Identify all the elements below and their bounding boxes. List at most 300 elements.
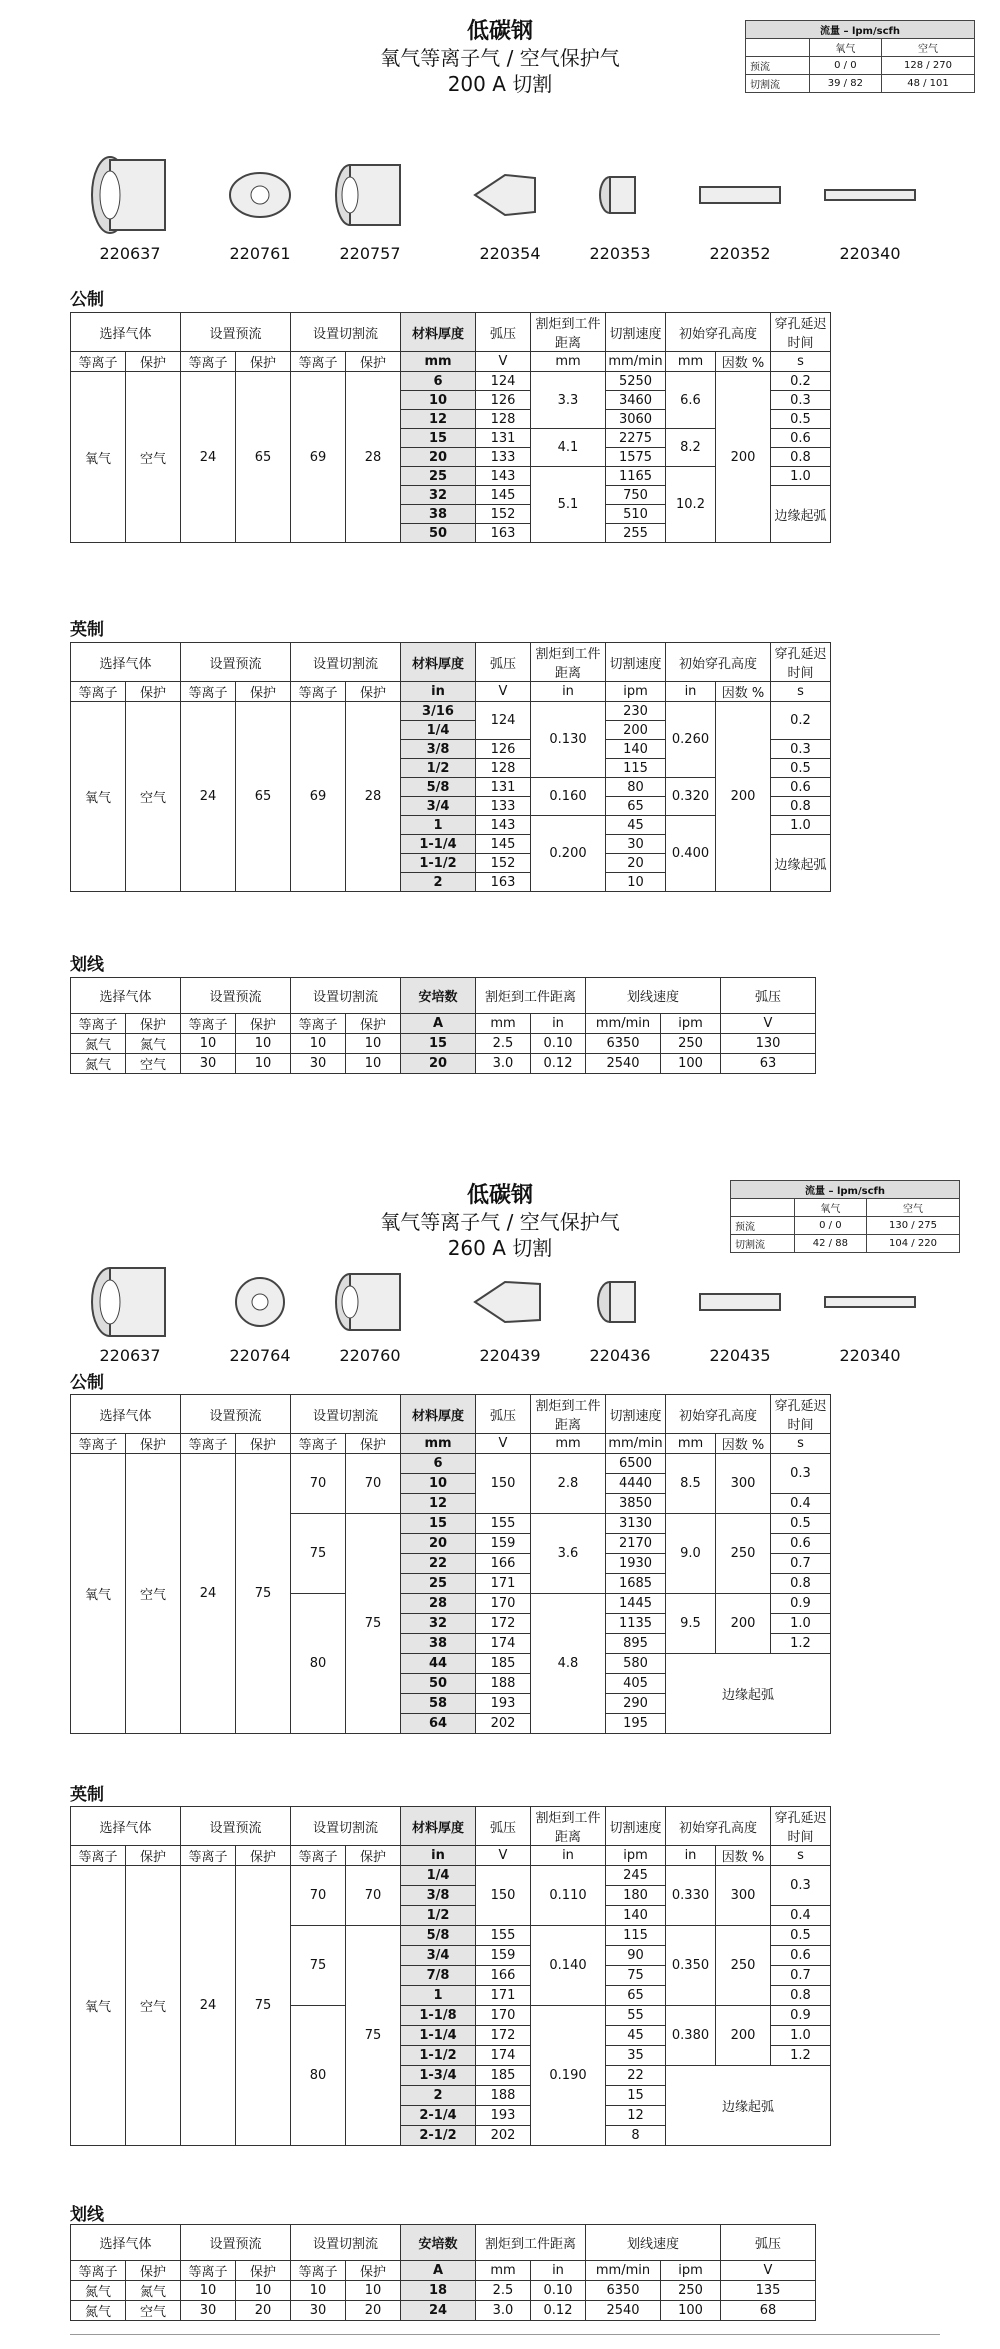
table-cell: 28 [401,1594,476,1614]
table-cell: 10 [346,1054,401,1074]
header-plasma: 等离子 [181,1434,236,1454]
table-cell: 128 [476,410,531,429]
table-cell: 0.330 [666,1866,716,1926]
flow-col: 空气 [866,1199,959,1217]
table-cell: 3/16 [401,702,476,721]
table-cell: 0.3 [771,1866,831,1906]
shield-cap-icon [80,150,180,240]
table-cell: 30 [181,2301,236,2321]
table-row [71,702,831,721]
header-voltage: 弧压 [476,643,531,682]
table-cell: 124 [476,702,531,740]
table-cell: 32 [401,1614,476,1634]
header-cutflow: 设置切割流 [291,313,401,352]
table-cell: 边缘起弧 [666,2066,831,2146]
table-cell: 2.5 [476,1034,531,1054]
table-cell: 3/4 [401,1946,476,1966]
table-cell: 45 [606,2026,666,2046]
table-cell: 1/4 [401,1866,476,1886]
table-cell: 3.3 [531,372,606,429]
table-cell: 24 [401,2301,476,2321]
header-plasma: 等离子 [291,1014,346,1034]
table-cell: 10 [236,1054,291,1074]
table-cell: 2170 [606,1534,666,1554]
table-cell: 24 [181,1454,236,1734]
table-cell: 131 [476,429,531,448]
header-cutflow: 设置切割流 [291,643,401,682]
header-unit: 因数 % [716,1846,771,1866]
table-cell: 1.0 [771,816,831,835]
imperial-table-260a [0,1806,1000,2196]
table-cell: 10 [236,1034,291,1054]
table-cell: 1/2 [401,759,476,778]
table-cell: 1165 [606,467,666,486]
header-thickness: 材料厚度 [401,643,476,682]
table-cell: 24 [181,702,236,892]
table-cell: 65 [236,372,291,543]
table-cell: 143 [476,467,531,486]
header-pierce-delay: 穿孔延迟时间 [771,313,831,352]
header-unit: mm/min [606,352,666,372]
table-cell: 2 [401,873,476,892]
table-cell: 170 [476,1594,531,1614]
table-cell: 边缘起弧 [771,835,831,892]
swirl-ring-icon [570,150,670,240]
header-voltage: 弧压 [476,313,531,352]
metric-table-200a [0,312,1000,602]
part-number: 220354 [479,244,541,263]
table-cell: 10 [401,391,476,410]
page-subtitle-current: 260 A 切割 [447,1236,553,1260]
flow-value: 128 / 270 [881,57,974,75]
table-header-row [71,643,831,682]
header-shield: 保护 [236,1434,291,1454]
page-title: 低碳钢 [466,19,533,44]
table-cell: 3.0 [476,2301,531,2321]
table-cell: 30 [606,835,666,854]
header-distance: 割炬到工件距离 [476,978,586,1014]
swirl-ring-icon [570,1262,670,1342]
header-unit: mm [531,352,606,372]
table-cell: 100 [661,2301,721,2321]
table-cell: 10.2 [666,467,716,543]
table-cell: 空气 [126,702,181,892]
header-unit: 因数 % [716,352,771,372]
table-cell: 140 [606,740,666,759]
table-cell: 9.5 [666,1594,716,1654]
part-shield-cap [80,1262,180,1365]
part-number: 220761 [229,244,291,263]
table-cell: 9.0 [666,1514,716,1594]
header-unit: in [531,682,606,702]
table-units-row [71,1014,816,1034]
header-unit: mm [476,1014,531,1034]
table-cell: 202 [476,2126,531,2146]
table-row [71,372,831,391]
table-cell: 氧气 [71,702,126,892]
table-header-row [71,978,816,1014]
nozzle-icon [460,150,560,240]
table-cell: 32 [401,486,476,505]
header-unit: in [666,682,716,702]
table-cell: 氧气 [71,1454,126,1734]
header-unit: mm [401,352,476,372]
page-subtitle-current: 200 A 切割 [447,72,553,96]
table-cell: 75 [346,1926,401,2146]
table-cell: 0.400 [666,816,716,892]
flow-row-label: 切割流 [746,75,810,93]
table-cell: 30 [291,1054,346,1074]
table-cell: 250 [716,1926,771,2006]
table-cell: 空气 [126,372,181,543]
header-unit: A [401,2261,476,2281]
metric-table-260a [0,1394,1000,1784]
table-cell: 145 [476,486,531,505]
table-cell: 7/8 [401,1966,476,1986]
table-cell: 10 [181,1034,236,1054]
table-cell: 10 [606,873,666,892]
header-pierce-height: 初始穿孔高度 [666,1395,771,1434]
table-row [71,1866,831,1886]
table-cell: 15 [401,1034,476,1054]
retaining-cap-icon [320,150,420,240]
metric-section-heading: 公制 [70,290,104,310]
table-cell: 300 [716,1454,771,1514]
table-cell: 64 [401,1714,476,1734]
table-cell: 75 [291,1514,346,1594]
table-cell: 4.1 [531,429,606,467]
table-cell: 1.2 [771,1634,831,1654]
flow-row-label: 预流 [746,57,810,75]
header-plasma: 等离子 [181,352,236,372]
header-distance: 割炬到工件距离 [531,1807,606,1846]
flow-value: 39 / 82 [809,75,881,93]
table-cell: 6 [401,1454,476,1474]
table-cell: 140 [606,1906,666,1926]
header-unit: in [401,1846,476,1866]
table-cell: 171 [476,1574,531,1594]
header-preflow: 设置预流 [181,1395,291,1434]
table-cell: 15 [606,2086,666,2106]
part-number: 220764 [229,1346,291,1365]
table-cell: 10 [401,1474,476,1494]
table-cell: 2.8 [531,1454,606,1514]
header-shield: 保护 [346,682,401,702]
table-cell: 1-3/4 [401,2066,476,2086]
header-unit: s [771,682,831,702]
table-cell: 174 [476,2046,531,2066]
table-cell: 200 [716,1594,771,1654]
header-unit: 因数 % [716,1434,771,1454]
table-cell: 0.5 [771,759,831,778]
table-cell: 30 [291,2301,346,2321]
flow-rate-table [730,1180,960,1253]
table-cell: 30 [181,1054,236,1074]
table-cell: 195 [606,1714,666,1734]
table-cell: 15 [401,429,476,448]
table-cell: 152 [476,505,531,524]
table-cell: 185 [476,2066,531,2086]
header-unit: mm [531,1434,606,1454]
table-cell: 0.5 [771,410,831,429]
marking-section-heading: 划线 [70,955,104,975]
header-gas: 选择气体 [71,2225,181,2261]
header-plasma: 等离子 [71,1014,126,1034]
table-cell: 250 [661,2281,721,2301]
table-cell: 0.3 [771,740,831,759]
table-cell: 12 [401,1494,476,1514]
table-cell: 10 [236,2281,291,2301]
table-cell: 1.2 [771,2046,831,2066]
table-cell: 90 [606,1946,666,1966]
table-cell: 172 [476,2026,531,2046]
table-cell: 38 [401,1634,476,1654]
header-thickness: 材料厚度 [401,1395,476,1434]
table-cell: 0.2 [771,702,831,740]
table-cell: 1.0 [771,1614,831,1634]
table-row [71,2301,816,2321]
table-cell: 0.130 [531,702,606,778]
header-pierce-delay: 穿孔延迟时间 [771,643,831,682]
header-plasma: 等离子 [181,1846,236,1866]
table-units-row [71,1434,831,1454]
table-cell: 130 [721,1034,816,1054]
header-preflow: 设置预流 [181,978,291,1014]
header-voltage: 弧压 [721,978,816,1014]
table-cell: 70 [291,1866,346,1926]
header-shield: 保护 [346,1434,401,1454]
header-distance: 割炬到工件距离 [531,313,606,352]
table-cell: 135 [721,2281,816,2301]
table-cell: 5250 [606,372,666,391]
table-cell: 1.0 [771,2026,831,2046]
header-unit: mm [666,352,716,372]
table-cell: 5.1 [531,467,606,543]
part-number: 220757 [339,244,401,263]
table-cell: 0.9 [771,1594,831,1614]
table-cell: 145 [476,835,531,854]
table-cell: 166 [476,1554,531,1574]
table-cell: 75 [291,1926,346,2006]
header-plasma: 等离子 [71,352,126,372]
table-row [71,1054,816,1074]
header-unit: V [476,1846,531,1866]
table-cell: 202 [476,1714,531,1734]
table-cell: 0.8 [771,1574,831,1594]
table-cell: 1/4 [401,721,476,740]
header-plasma: 等离子 [71,1846,126,1866]
flow-value: 104 / 220 [866,1235,959,1253]
header-voltage: 弧压 [476,1807,531,1846]
table-cell: 0.4 [771,1494,831,1514]
table-cell: 0.4 [771,1906,831,1926]
table-cell: 0.200 [531,816,606,892]
table-cell: 28 [346,372,401,543]
header-pierce-height: 初始穿孔高度 [666,1807,771,1846]
table-cell: 6350 [586,1034,661,1054]
table-cell: 131 [476,778,531,797]
flow-col: 氧气 [809,39,881,57]
table-cell: 115 [606,1926,666,1946]
table-cell: 6 [401,372,476,391]
water-tube-icon [820,1262,920,1342]
table-cell: 25 [401,1574,476,1594]
table-units-row [71,1846,831,1866]
table-cell: 18 [401,2281,476,2301]
header-shield: 保护 [126,352,181,372]
table-cell: 10 [346,2281,401,2301]
header-shield: 保护 [126,2261,181,2281]
header-preflow: 设置预流 [181,643,291,682]
header-speed: 切割速度 [606,643,666,682]
header-unit: mm/min [586,1014,661,1034]
table-header-row [71,2225,816,2261]
header-unit: ipm [606,1846,666,1866]
table-cell: 氮气 [126,2281,181,2301]
data-table [70,977,816,1074]
header-gas: 选择气体 [71,643,181,682]
data-table [70,1806,831,2146]
table-cell: 0.10 [531,2281,586,2301]
table-cell: 1575 [606,448,666,467]
table-cell: 38 [401,505,476,524]
table-cell: 159 [476,1534,531,1554]
table-cell: 6350 [586,2281,661,2301]
header-mark-speed: 划线速度 [586,978,721,1014]
header-unit: A [401,1014,476,1034]
table-header-row [71,313,831,352]
header-preflow: 设置预流 [181,313,291,352]
part-water-tube [820,1262,920,1365]
marking-table-260a [0,2224,1000,2324]
table-units-row [71,2261,816,2281]
table-cell: 1685 [606,1574,666,1594]
table-cell: 2-1/2 [401,2126,476,2146]
header-plasma: 等离子 [291,682,346,702]
metric-section-heading: 公制 [70,1373,104,1393]
table-cell: 12 [606,2106,666,2126]
flow-value: 0 / 0 [809,57,881,75]
part-retaining-cap [320,1262,420,1365]
header-unit: V [476,352,531,372]
table-cell: 10 [346,1034,401,1054]
table-cell: 230 [606,702,666,721]
table-cell: 10 [291,1034,346,1054]
table-cell: 200 [716,702,771,892]
flow-header: 流量 – lpm/scfh [746,21,975,39]
header-speed: 切割速度 [606,313,666,352]
header-plasma: 等离子 [181,1014,236,1034]
table-cell: 250 [661,1034,721,1054]
table-cell: 70 [291,1454,346,1514]
header-thickness: 材料厚度 [401,313,476,352]
table-cell: 750 [606,486,666,505]
table-cell: 0.5 [771,1926,831,1946]
table-cell: 3/4 [401,797,476,816]
table-cell: 20 [346,2301,401,2321]
table-cell: 0.12 [531,2301,586,2321]
table-cell: 0.6 [771,1946,831,1966]
header-plasma: 等离子 [71,2261,126,2281]
table-cell: 133 [476,797,531,816]
table-cell: 0.350 [666,1926,716,2006]
table-cell: 124 [476,372,531,391]
header-current: 安培数 [401,978,476,1014]
table-cell: 0.3 [771,1454,831,1494]
table-cell: 12 [401,410,476,429]
table-cell: 170 [476,2006,531,2026]
table-cell: 20 [401,1534,476,1554]
header-plasma: 等离子 [291,1846,346,1866]
table-cell: 氮气 [71,2281,126,2301]
table-cell: 895 [606,1634,666,1654]
table-cell: 4.8 [531,1594,606,1734]
header-current: 安培数 [401,2225,476,2261]
header-shield: 保护 [126,682,181,702]
imperial-table-200a [0,642,1000,952]
table-cell: 100 [661,1054,721,1074]
table-cell: 245 [606,1866,666,1886]
table-cell: 氧气 [71,1866,126,2146]
header-gas: 选择气体 [71,1807,181,1846]
table-cell: 3.6 [531,1514,606,1594]
table-cell: 1-1/4 [401,2026,476,2046]
shield-cap-icon [80,1262,180,1342]
table-cell: 0.8 [771,797,831,816]
table-cell: 15 [401,1514,476,1534]
flow-value: 0 / 0 [794,1217,866,1235]
header-unit: V [476,682,531,702]
table-cell: 155 [476,1514,531,1534]
part-number: 220435 [709,1346,771,1365]
header-pierce-delay: 穿孔延迟时间 [771,1395,831,1434]
table-cell: 163 [476,524,531,543]
table-row [71,1034,816,1054]
table-cell: 8.5 [666,1454,716,1514]
header-shield: 保护 [236,2261,291,2281]
table-cell: 1.0 [771,467,831,486]
consumable-parts-row [60,150,940,270]
header-unit: ipm [606,682,666,702]
table-cell: 边缘起弧 [666,1654,831,1734]
header-preflow: 设置预流 [181,2225,291,2261]
table-cell: 20 [606,854,666,873]
header-unit: mm [666,1434,716,1454]
part-number: 220439 [479,1346,541,1365]
table-cell: 180 [606,1886,666,1906]
part-shield [210,1262,310,1365]
table-row [71,1454,831,1474]
part-number: 220637 [99,244,161,263]
table-cell: 174 [476,1634,531,1654]
part-number: 220353 [589,244,651,263]
table-cell: 3850 [606,1494,666,1514]
table-cell: 10 [181,2281,236,2301]
table-cell: 35 [606,2046,666,2066]
table-cell: 580 [606,1654,666,1674]
table-cell: 75 [236,1454,291,1734]
electrode-icon [690,150,790,240]
header-shield: 保护 [346,1846,401,1866]
header-unit: s [771,1434,831,1454]
table-cell: 70 [346,1454,401,1514]
bottom-rule [70,2334,940,2335]
table-cell: 3/8 [401,740,476,759]
part-water-tube [820,150,920,263]
part-number: 220340 [839,244,901,263]
table-cell: 0.12 [531,1054,586,1074]
table-cell: 63 [721,1054,816,1074]
